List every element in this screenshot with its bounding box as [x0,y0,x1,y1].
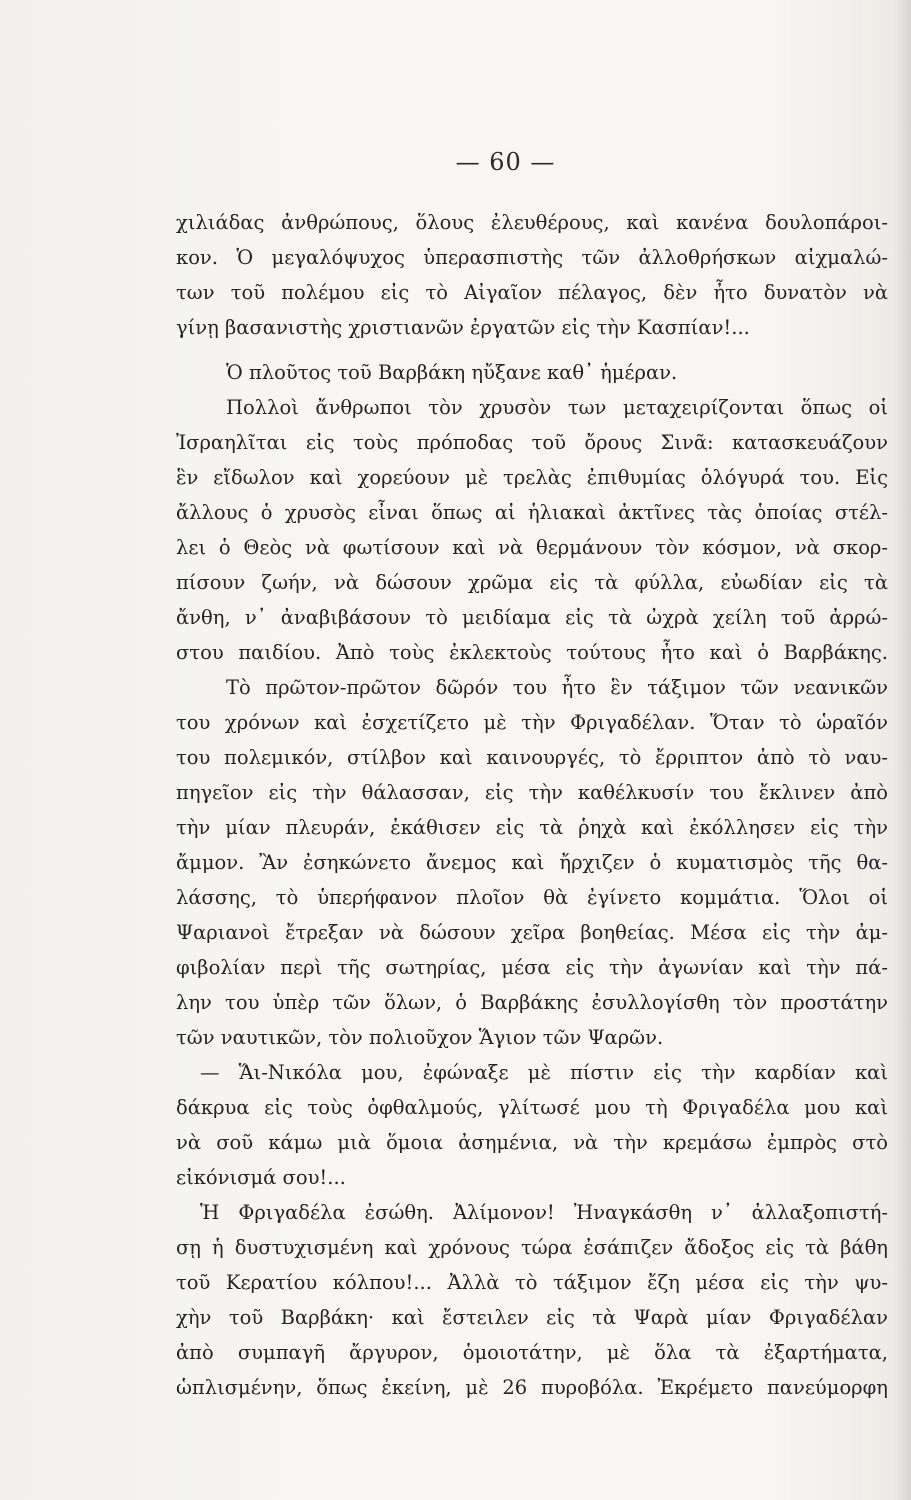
text-line: Ψαριανοὶ ἔτρεξαν νὰ δώσουν χεῖρα βοηθείας. Μέσα εἰς τὴν ἀμ- [176,921,888,944]
text-line: κον. Ὁ μεγαλόψυχος ὑπερασπιστὴς τῶν ἀλλοθρήσκων αἰχμαλώ- [176,246,888,269]
text-line: ἄμμον. Ἂν ἐσηκώνετο ἄνεμος καὶ ἤρχιζεν ὁ κυματισμὸς τῆς θα- [176,851,888,874]
text-line: τὴν μίαν πλευράν, ἐκάθισεν εἰς τὰ ῥηχὰ καὶ ἐκόλλησεν εἰς τὴν [176,816,888,839]
text-line: εἰκόνισμά σου!... [176,1166,346,1189]
text-line: ἄνθη, ν᾽ ἀναβιβάσουν τὸ μειδίαμα εἰς τὰ ὠχρὰ χείλη τοῦ ἀρρώ- [176,606,888,629]
text-line: χιλιάδας ἀνθρώπους, ὅλους ἐλευθέρους, καὶ κανένα δουλοπάροι- [176,211,888,234]
text-line: του χρόνων καὶ ἐσχετίζετο μὲ τὴν Φριγαδέλαν. Ὅταν τὸ ὡραῖόν [176,711,888,734]
text-line: των τοῦ πολέμου εἰς τὸ Αἰγαῖον πέλαγος, δὲν ἦτο δυνατὸν νὰ [176,281,888,304]
text-line: λει ὁ Θεὸς νὰ φωτίσουν καὶ νὰ θερμάνουν τὸν κόσμον, νὰ σκορ- [176,536,888,559]
text-line: σῃ ἡ δυστυχισμένη καὶ χρόνους τώρα ἐσάπιζεν ἄδοξος εἰς τὰ βάθη [176,1236,888,1259]
text-line: τῶν ναυτικῶν, τὸν πολιοῦχον Ἅγιον τῶν Ψαρῶν. [176,1026,664,1049]
text-line: ἄλλους ὁ χρυσὸς εἶναι ὅπως αἱ ἡλιακαὶ ἀκτῖνες τὰς ὁποίας στέλ- [176,501,888,524]
text-line: Ἡ Φριγαδέλα ἐσώθη. Ἀλίμονον! Ἠναγκάσθη ν᾽ ἀλλαξοπιστή- [200,1201,888,1224]
text-line: φιβολίαν περὶ τῆς σωτηρίας, μέσα εἰς τὴν ἀγωνίαν καὶ τὴν πά- [176,956,888,979]
text-line: — Ἅι-Νικόλα μου, ἐφώναξε μὲ πίστιν εἰς τὴν καρδίαν καὶ [200,1061,888,1084]
text-line: λην του ὑπὲρ τῶν ὅλων, ὁ Βαρβάκης ἐσυλλογίσθη τὸν προστάτην [176,991,888,1014]
text-line: ἀπὸ συμπαγῆ ἄργυρον, ὁμοιοτάτην, μὲ ὅλα τὰ ἐξαρτήματα, [176,1341,888,1364]
page-number: — 60 — [455,148,556,176]
text-line: του πολεμικόν, στίλβον καὶ καινουργές, τὸ ἔρριπτον ἀπὸ τὸ ναυ- [176,746,888,769]
text-line: ἓν εἴδωλον καὶ χορεύουν μὲ τρελὰς ἐπιθυμίας ὁλόγυρά του. Εἰς [176,466,888,489]
text-line: γίνῃ βασανιστὴς χριστιανῶν ἐργατῶν εἰς τὴν Κασπίαν!... [176,316,750,339]
page-edge-shadow [893,0,911,1500]
text-line: χὴν τοῦ Βαρβάκη· καὶ ἔστειλεν εἰς τὰ Ψαρὰ μίαν Φριγαδέλαν [176,1306,888,1329]
text-line: πηγεῖον εἰς τὴν θάλασσαν, εἰς τὴν καθέλκυσίν του ἔκλινεν ἀπὸ [176,781,888,804]
text-line: Ὁ πλοῦτος τοῦ Βαρβάκη ηὔξανε καθ᾽ ἡμέραν. [226,361,678,384]
text-line: λάσσης, τὸ ὑπερήφανον πλοῖον θὰ ἐγίνετο κομμάτια. Ὅλοι οἱ [176,886,888,909]
text-line: Τὸ πρῶτον-πρῶτον δῶρόν του ἦτο ἓν τάξιμον τῶν νεανικῶν [226,676,888,699]
text-line: δάκρυα εἰς τοὺς ὀφθαλμούς, γλίτωσέ μου τὴ Φριγαδέλα μου καὶ [176,1096,888,1119]
text-line: νὰ σοῦ κάμω μιὰ ὅμοια ἀσημένια, νὰ τὴν κρεμάσω ἐμπρὸς στὸ [176,1131,888,1154]
text-line: ὡπλισμένην, ὅπως ἐκείνη, μὲ 26 πυροβόλα. Ἐκρέμετο πανεύμορφη [176,1376,888,1399]
text-line: τοῦ Κερατίου κόλπου!... Ἀλλὰ τὸ τάξιμον ἔζη μέσα εἰς τὴν ψυ- [176,1271,888,1294]
text-line: Ἰσραηλῖται εἰς τοὺς πρόποδας τοῦ ὄρους Σινᾶ: κατασκευάζουν [176,431,888,454]
text-line: Πολλοὶ ἄνθρωποι τὸν χρυσὸν των μεταχειρίζονται ὅπως οἱ [226,396,888,419]
text-line: στου παιδίου. Ἀπὸ τοὺς ἐκλεκτοὺς τούτους ἦτο καὶ ὁ Βαρβάκης. [176,641,888,664]
text-line: πίσουν ζωήν, νὰ δώσουν χρῶμα εἰς τὰ φύλλα, εὐωδίαν εἰς τὰ [176,571,888,594]
body-text [176,205,888,1405]
